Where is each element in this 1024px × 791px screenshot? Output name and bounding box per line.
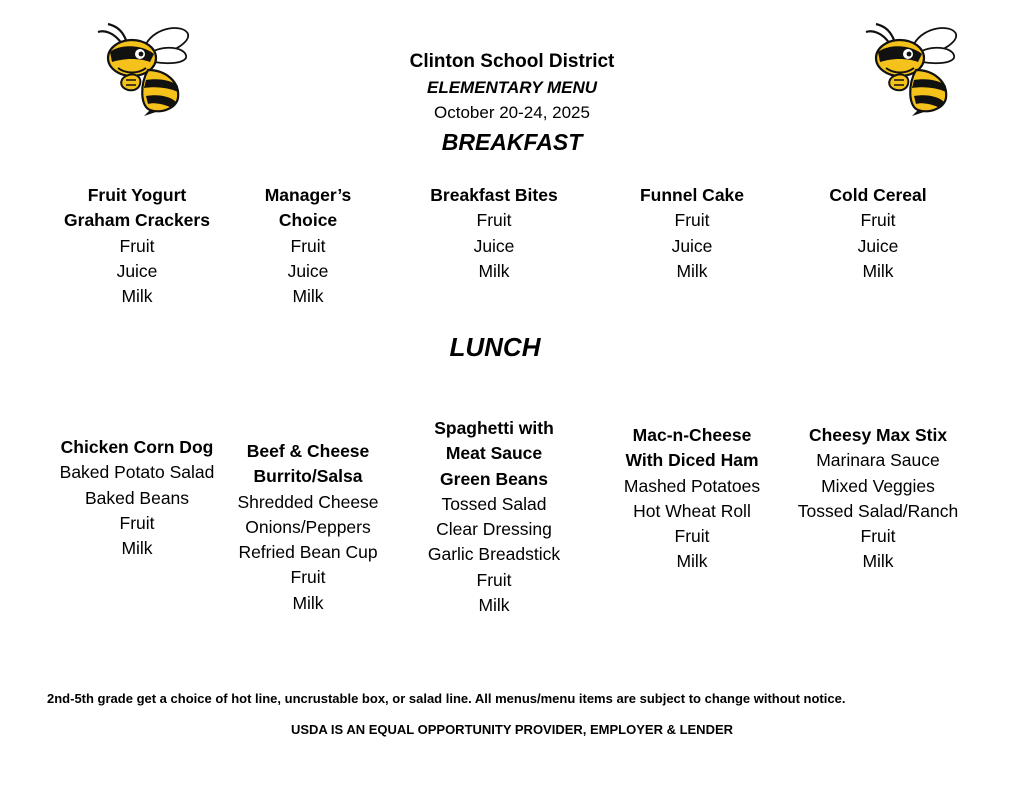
menu-item: Onions/Peppers (245, 516, 371, 537)
menu-entree: Cold Cereal (829, 185, 927, 205)
menu-entree: Choice (278, 210, 338, 231)
menu-item: Marinara Sauce (816, 450, 940, 471)
menu-entree: Fruit Yogurt (87, 185, 187, 205)
menu-item: Milk (862, 260, 894, 281)
menu-subtitle: ELEMENTARY MENU (426, 78, 598, 97)
menu-item: Milk (676, 551, 708, 572)
menu-item: Fruit (674, 210, 710, 231)
menu-item: Fruit (860, 210, 896, 231)
menu-item: Milk (121, 538, 153, 559)
menu-entree: With Diced Ham (625, 450, 759, 471)
menu-item: Shredded Cheese (237, 491, 379, 512)
menu-item: Fruit (119, 512, 155, 533)
menu-item: Clear Dressing (436, 519, 552, 540)
menu-item: Juice (287, 260, 329, 281)
menu-item: Milk (121, 286, 153, 307)
breakfast-day-4 (592, 183, 792, 284)
menu-item: Tossed Salad/Ranch (797, 500, 959, 521)
menu-item: Tossed Salad (441, 493, 547, 514)
choice-note: 2nd-5th grade get a choice of hot line, uncrustable box, or salad line. All menus/menu items are subject to change without notice. (47, 691, 846, 706)
menu-item: Fruit (290, 235, 326, 256)
lunch-day-4 (592, 423, 792, 575)
menu-entree: Meat Sauce (445, 443, 543, 464)
lunch-day-1 (37, 435, 237, 561)
menu-entree: Beef & Cheese (246, 441, 370, 461)
menu-item: Fruit (674, 526, 710, 547)
menu-entree: Spaghetti with (434, 418, 554, 438)
menu-item: Fruit (860, 526, 896, 547)
menu-item: Fruit (119, 235, 155, 256)
menu-item: Baked Potato Salad (59, 462, 215, 483)
menu-item: Mixed Veggies (821, 475, 935, 496)
breakfast-heading: BREAKFAST (441, 129, 583, 155)
menu-entree: Green Beans (440, 468, 548, 489)
menu-item: Milk (292, 286, 324, 307)
menu-dates: October 20-24, 2025 (434, 103, 590, 122)
menu-item: Milk (292, 592, 324, 613)
menu-entree: Chicken Corn Dog (60, 437, 214, 457)
usda-statement: USDA IS AN EQUAL OPPORTUNITY PROVIDER, EMPLOYER & LENDER (290, 722, 734, 737)
breakfast-day-5 (778, 183, 978, 284)
menu-entree: Burrito/Salsa (253, 466, 363, 487)
menu-item: Fruit (476, 210, 512, 231)
menu-item: Mashed Potatoes (623, 475, 761, 496)
menu-item: Hot Wheat Roll (633, 500, 751, 521)
lunch-heading: LUNCH (449, 332, 541, 362)
menu-entree: Cheesy Max Stix (808, 425, 948, 445)
menu-item: Refried Bean Cup (238, 542, 378, 563)
menu-item: Milk (478, 260, 510, 281)
menu-entree: Funnel Cake (639, 185, 745, 205)
breakfast-day-3 (394, 183, 594, 284)
menu-item: Juice (857, 235, 899, 256)
menu-entree: Graham Crackers (64, 210, 210, 231)
breakfast-day-2 (208, 183, 408, 309)
breakfast-day-1 (37, 183, 237, 309)
menu-item: Milk (478, 595, 510, 616)
lunch-day-5 (768, 423, 988, 575)
menu-item: Juice (116, 260, 158, 281)
menu-item: Juice (473, 235, 515, 256)
menu-item: Baked Beans (84, 487, 190, 508)
menu-entree: Breakfast Bites (430, 185, 558, 205)
menu-item: Milk (676, 260, 708, 281)
menu-item: Fruit (476, 569, 512, 590)
lunch-day-3 (394, 416, 594, 618)
menu-item: Garlic Breadstick (427, 544, 561, 565)
menu-item: Juice (671, 235, 713, 256)
menu-entree: Mac-n-Cheese (632, 425, 752, 445)
district-title: Clinton School District (409, 51, 615, 72)
lunch-day-2 (208, 439, 408, 616)
menu-item: Fruit (290, 567, 326, 588)
menu-entree: Manager’s (264, 185, 352, 205)
menu-item: Milk (862, 551, 894, 572)
